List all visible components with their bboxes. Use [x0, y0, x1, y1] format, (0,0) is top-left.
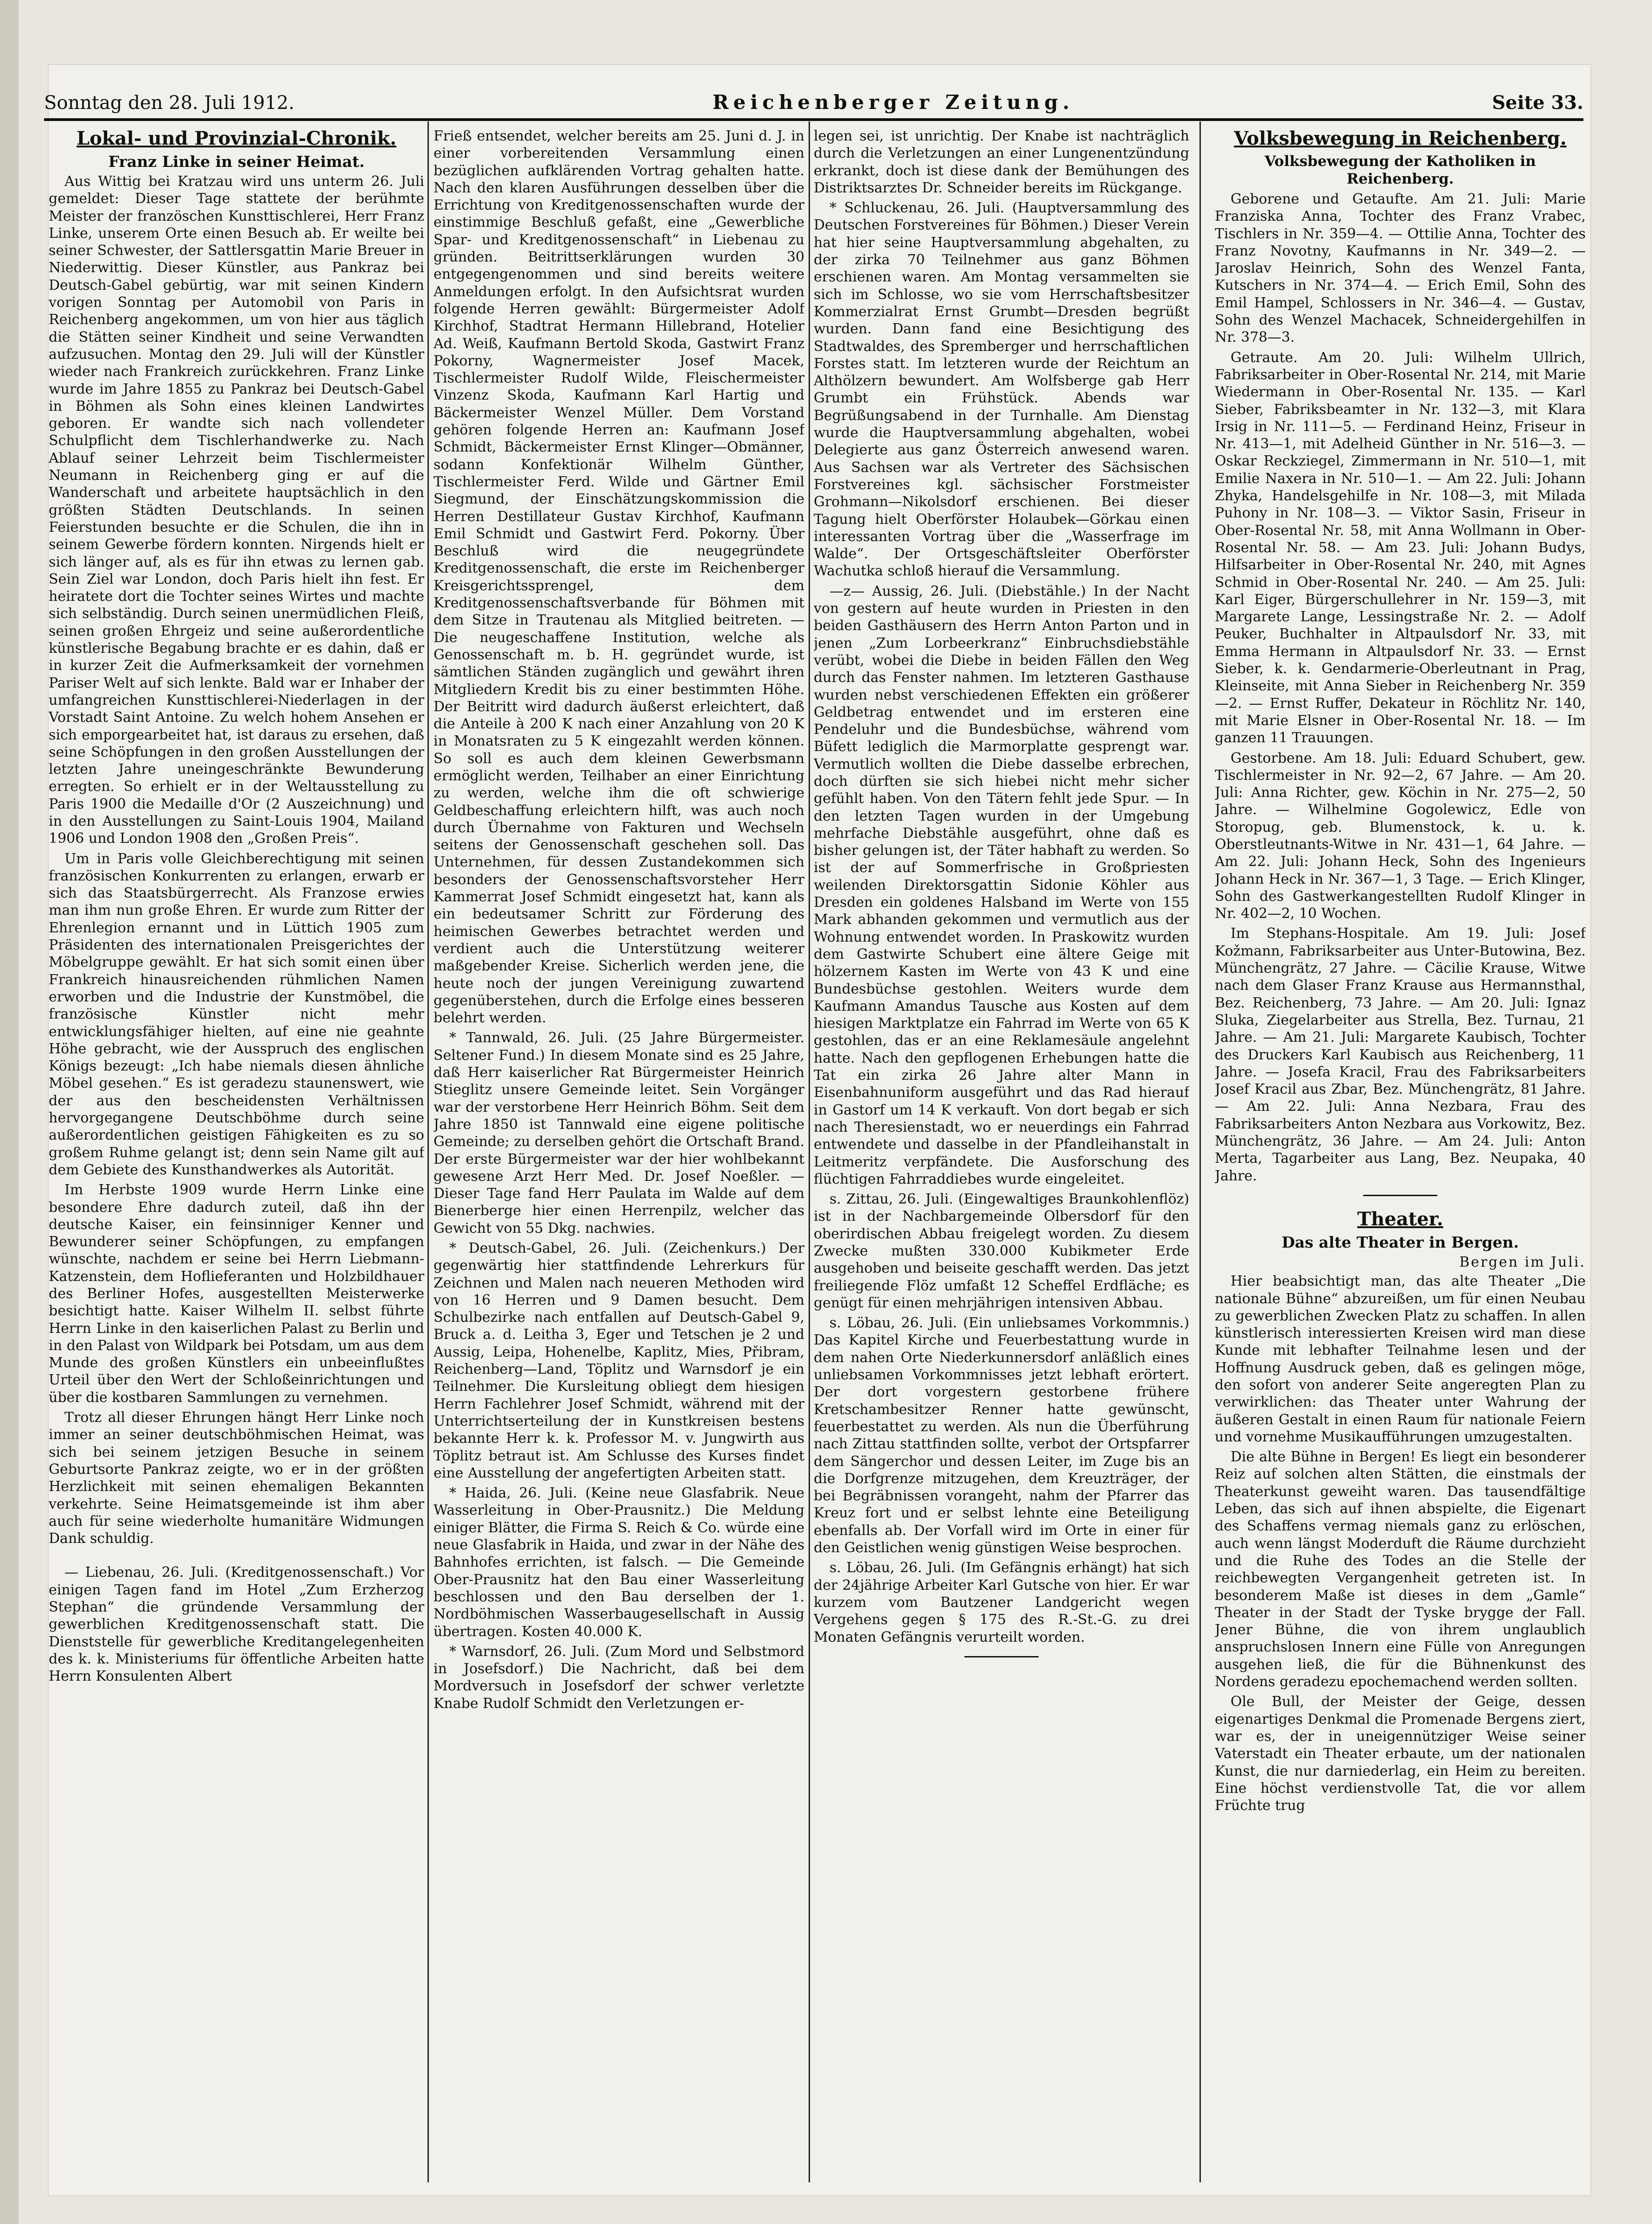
theater-paragraph: Hier beabsichtigt man, das alte Theater „Die nationale Bühne“ abzureißen, um für einen Neubau zu gewerblichen Zwecken Platz zu schaffen. In allen künstlerisch interessierten Kreisen wird man diese Kunde mit lebhafter Teilnahme lesen und der Hoffnung Ausdruck geben, daß es gelingen möge, den sofort von anderer Seite angeregten Plan zu verwirklichen: das Theater unter Wahrung der äußeren Gestalt in einen Raum für nationale Feiern und vornehme Musikaufführungen umzugestalten. — [1215, 1273, 1586, 1445]
article-paragraph: Aus Wittig bei Kratzau wird uns unterm 26. Juli gemeldet: Dieser Tage stattete der berühmte Meister der französchen Kunsttischlerei, Herr Franz Linke, unserem Orte einen Besuch ab. Er weilte bei seiner Schwester, der Sattlersgattin Marie Breuer in Niederwittig. Dieser Künstler, aus Pankraz bei Deutsch-Gabel gebürtig, war mit seinen Kindern vorigen Sonntag per Automobil von Paris in Reichenberg angekommen, um von hier aus täglich die Stätten seiner Kindheit und seine Verwandten aufzusuchen. Montag den 29. Juli will der Künstler wieder nach Frankreich zurückkehren. Franz Linke wurde im Jahre 1855 zu Pankraz bei Deutsch-Gabel in Böhmen als Sohn eines kleinen Landwirtes geboren. Er wandte sich nach vollendeter Schulpflicht dem Tischlerhandwerke zu. Nach Ablauf seiner Lehrzeit beim Tischlermeister Neumann in Reichenberg ging er auf die Wanderschaft und arbeitete hauptsächlich in den größten Städten Deutschlands. In seinen Feierstunden besuchte er die Schulen, die ihn in seinem Gewerbe fördern konnten. Nirgends hielt er sich länger auf, als es für ihn etwas zu lernen gab. Sein Ziel war London, doch Paris hielt ihn fest. Er heiratete dort die Tochter seines Wirtes und machte sich selbständig. Durch seinen unermüdlichen Fleiß, seinen großen Ehrgeiz und seine außerordentliche künstlerische Begabung brachte er es dahin, daß er in kurzer Zeit die Aufmerksamkeit der vornehmen Pariser Welt auf sich lenkte. Bald war er Inhaber der umfangreichen Kunsttischlerei-Niederlagen in der Vorstadt Saint Antoine. Zu welch hohem Ansehen er sich emporgearbeitet hat, ist daraus zu ersehen, daß seine Schöpfungen in den großen Ausstellungen der letzten Jahre uneingeschränkte Bewunderung erregten. So erhielt er in der Weltausstellung zu Paris 1900 die Medaille d'Or (2 Auszeichnung) und in den Ausstellungen zu Saint-Louis 1904, Mailand 1906 und London 1908 den „Großen Preis“. — [49, 173, 424, 847]
article-paragraph: — Liebenau, 26. Juli. (Kreditgenossenschaft.) Vor einigen Tagen fand im Hotel „Zum Erzherzog Stephan“ die gründende Versammlung der gewerblichen Kreditgenossenschaft statt. Die Dienststelle für gewerbliche Kreditangelegenheiten des k. k. Ministeriums für öffentliche Arbeiten hatte Herrn Konsulenten Albert — [49, 1564, 424, 1685]
article-paragraph: s. Löbau, 26. Juli. (Ein unliebsames Vorkommnis.) Das Kapitel Kirche und Feuerbestattung wurde in dem nahen Orte Niederkunnersdorf anläßlich eines unliebsamen Vorkommnisses jetzt lebhaft erörtert. Der dort vorgestern gestorbene frühere Kretschambesitzer Renner hatte gewünscht, feuerbestattet zu werden. Als nun die Überführung nach Zittau stattfinden sollte, verbot der Ortspfarrer dem Sängerchor und dessen Leiter, im Zuge bis an die Dorfgrenze mitzugehen, dem Kreuzträger, der bei Begräbnissen vorangeht, nahm der Pfarrer das Kreuz fort und er selbst lehnte eine Beteiligung ebenfalls ab. Der Vorfall wird im Orte in einer für den Geistlichen wenig günstigen Weise besprochen. — [814, 1315, 1189, 1556]
theater-dateline: Bergen im Juli. — [1459, 1254, 1586, 1270]
section-subtitle: Volksbewegung der Katholiken in Reichenberg. — [1264, 153, 1536, 187]
registry-paragraph: Geborene und Getaufte. Am 21. Juli: Marie Franziska Anna, Tochter des Franz Vrabec, Tischlers in Nr. 359—4. — Ottilie Anna, Tochter des Franz Novotny, Kaufmanns in Nr. 349—2. — Jaroslav Heinrich, Sohn des Wenzel Fanta, Kutschers in Nr. 374—4. — Erich Emil, Sohn des Emil Hampel, Schlossers in Nr. 346—4. — Gustav, Sohn des Wenzel Machacek, Schneidergehilfen in Nr. 378—3. — [1215, 191, 1586, 346]
theater-title: Theater. — [1357, 1208, 1443, 1230]
theater-paragraph: Ole Bull, der Meister der Geige, dessen eigenartiges Denkmal die Promenade Bergens ziert, war es, der in uneigennütziger Weise seiner Vaterstadt ein Theater erbaute, um der nationalen Kunst, die nur darniederlag, ein Heim zu bereiten. Eine höchst verdienstvolle Tat, die vor allem Früchte trug — [1215, 1694, 1586, 1814]
section-title: Lokal- und Provinzial-Chronik. — [77, 127, 396, 149]
article-paragraph: —z— Aussig, 26. Juli. (Diebstähle.) In der Nacht von gestern auf heute wurden in Priesten in den beiden Gasthäusern des Herrn Anton Parton und in jenen „Zum Lorbeerkranz“ Einbruchsdiebstähle verübt, wobei die Diebe in beiden Fällen den Weg durch das Fenster nahmen. Im letzteren Gasthause wurden nebst verschiedenen Effekten ein größerer Geldbetrag entwendet und im ersteren eine Pendeluhr und die Bundesbüchse, während vom Büfett lediglich die Marmorplatte gesprengt war. Vermutlich wollten die Diebe dasselbe erbrechen, doch dürften sie sich hiebei nicht mehr sicher gefühlt haben. Von den Tätern fehlt jede Spur. — In den letzten Tagen wurden in der Umgebung mehrfache Diebstähle ausgeführt, ohne daß es bisher gelungen ist, der Täter habhaft zu werden. So ist der auf Sommerfrische in Großpriesten weilenden Direktorsgattin Sidonie Köhler aus Dresden ein goldenes Halsband im Werte von 155 Mark abhanden gekommen und vermutlich aus der Wohnung entwendet worden. In Praskowitz wurden dem Gastwirte Schubert eine ältere Geige mit hölzernem Kasten im Werte von 43 K und eine Bundesbüchse gestohlen. Weiters wurde dem Kaufmann Amandus Tausche aus Kosten auf dem hiesigen Marktplatze ein Fahrrad im Werte von 65 K gestohlen, das er an eine Reklamesäule angelehnt hatte. Nach den gepflogenen Erhebungen hatte die Tat ein zirka 26 Jahre alter Mann in Eisenbahnuniform ausgeführt und das Rad hierauf in Gastorf um 14 K verkauft. Von dort begab er sich nach Theresienstadt, wo er neuerdings ein Fahrrad entwendete und dasselbe in der Pfandleihanstalt in Leitmeritz verpfändete. Die Ausforschung des flüchtigen Fahrraddiebes wurde eingeleitet. — [814, 583, 1189, 1187]
masthead-rule — [44, 118, 1583, 121]
article-paragraph: Um in Paris volle Gleichberechtigung mit seinen französischen Konkurrenten zu erlangen, erwarb er sich das Staatsbürgerrecht. Als Franzose erwies man ihm nun große Ehren. Er wurde zum Ritter der Ehrenlegion ernannt und in Lüttich 1905 zum Präsidenten des internationalen Preisgerichtes der Möbelgruppe gewählt. Er hat sich somit einen über Frankreich hinausreichenden rühmlichen Namen erworben und die Industrie der Kunstmöbel, die französische Künstler nicht mehr entwicklungsfähiger hielten, auf eine nie geahnte Höhe gebracht, wie der Ausspruch des englischen Königs bezeugt: „Ich habe niemals diesen ähnliche Möbel gesehen.“ Es ist geradezu staunenswert, wie der aus den bescheidensten Verhältnissen hervorgegangene Deutschböhme durch seine außerordentlichen geistigen Fähigkeiten es zu so großem Ruhme gelangt ist; denn sein Name gilt auf dem Gebiete des Kunsthandwerkes als Autorität. — [49, 850, 424, 1178]
article-paragraph: Frieß entsendet, welcher bereits am 25. Juni d. J. in einer vorbereitenden Versammlung einen bezüglichen aufklärenden Vortrag gehalten hatte. Nach den klaren Ausführungen desselben über die Errichtung von Kreditgenossenschaften wurde der einstimmige Beschluß gefaßt, eine „Gewerbliche Spar- und Kreditgenossenschaft“ in Liebenau zu gründen. Beitrittserklärungen wurden 30 entgegengenommen und sind bereits weitere Anmeldungen erfolgt. In den Aufsichtsrat wurden folgende Herren gewählt: Bürgermeister Adolf Kirchhof, Stadtrat Hermann Hillebrand, Hotelier Ad. Weiß, Kaufmann Bertold Skoda, Gastwirt Franz Pokorny, Wagnermeister Josef Macek, Tischlermeister Rudolf Wilde, Fleischermeister Vinzenz Skoda, Kaufmann Karl Hartig und Bäckermeister Wenzel Müller. Dem Vorstand gehören folgende Herren an: Kaufmann Josef Schmidt, Bäckermeister Ernst Klinger—Obmänner, sodann Konfektionär Wilhelm Günther, Tischlermeister Ferd. Wilde und Gärtner Emil Siegmund, der Einschätzungskommission die Herren Destillateur Gustav Kirchhof, Kaufmann Emil Schmidt und Gastwirt Ferd. Pokorny. Über Beschluß wird die neugegründete Kreditgenossenschaft, die erste im Reichenberger Kreisgerichtssprengel, dem Kreditgenossenschaftsverbande für Böhmen mit dem Sitze in Trautenau als Mitglied beitreten. — Die neugeschaffene Institution, welche als Genossenschaft m. b. H. gegründet wurde, ist sämtlichen Ständen zugänglich und gewährt ihren Mitgliedern Kredit bis zu einer bestimmten Höhe. Der Beitritt wird dadurch äußerst erleichtert, daß die Anteile à 200 K nach einer Anzahlung von 20 K in Monatsraten zu 5 K eingezahlt werden können. So soll es auch dem kleinen Gewerbsmann ermöglicht werden, Teilhaber an einer Einrichtung zu werden, welche ihm die oft schwierige Geldbeschaffung erleichtern hilft, was auch noch durch Übernahme von Fakturen und Wechseln seitens der Genossenschaft geschehen soll. Das Unternehmen, für dessen Zustandekommen sich besonders der Genossenschaftsvorsteher Herr Kammerrat Josef Schmidt eingesetzt hat, kann als ein bedeutsamer Schritt zur Förderung des heimischen Gewerbes betrachtet werden und verdient auch die Unterstützung weiterer maßgebender Kreise. Sicherlich werden jene, die heute noch der jungen Vereinigung zuwartend gegenüberstehen, durch die Erfolge eines besseren belehrt werden. — [434, 128, 804, 1026]
article-paragraph: Trotz all dieser Ehrungen hängt Herr Linke noch immer an seiner deutschböhmischen Heimat, was sich bei seinem jetzigen Besuche in seinem Geburtsorte Pankraz zeigte, wo er in der größten Herzlichkeit mit seinen ehemaligen Bekannten verkehrte. Seine Heimatsgemeinde ist ihm aber auch für seine wiederholte humanitäre Widmungen Dank schuldig. — [49, 1409, 424, 1547]
article-paragraph: * Deutsch-Gabel, 26. Juli. (Zeichenkurs.) Der gegenwärtig hier stattfindende Lehrerkurs für Zeichnen und Malen nach neueren Methoden wird von 16 Herren und 9 Damen besucht. Dem Schulbezirke nach entfallen auf Deutsch-Gabel 9, Bruck a. d. Leitha 3, Eger und Tetschen je 2 und Aussig, Leipa, Hohenelbe, Kaplitz, Mies, Přibram, Reichenberg—Land, Töplitz und Warnsdorf je ein Teilnehmer. Die Kursleitung obliegt dem hiesigen Herrn Fachlehrer Josef Schmidt, während mit der Unterrichtserteilung der in Kunstkreisen bestens bekannte Herr k. k. Professor M. v. Jungwirth aus Töplitz betraut ist. Am Schlusse des Kurses findet eine Ausstellung der angefertigten Arbeiten statt. — [434, 1240, 804, 1481]
column-1 — [49, 127, 424, 2181]
section-divider — [1363, 1195, 1437, 1196]
article-title: Franz Linke in seiner Heimat. — [108, 153, 365, 171]
column-2 — [434, 127, 804, 2181]
scan-margin — [0, 0, 19, 2224]
registry-paragraph: Im Stephans-Hospitale. Am 19. Juli: Josef Kožmann, Fabriksarbeiter aus Unter-Butowina, Bez. Münchengrätz, 27 Jahre. — Cäcilie Krause, Witwe nach dem Glaser Franz Krause aus Hermannsthal, Bez. Reichenberg, 73 Jahre. — Am 20. Juli: Ignaz Sluka, Ziegelarbeiter aus Strella, Bez. Turnau, 21 Jahre. — Am 21. Juli: Margarete Kaubisch, Tochter des Druckers Karl Kaubisch aus Reichenberg, 11 Jahre. — Josefa Kracil, Frau des Fabriksarbeiters Josef Kracil aus Zbar, Bez. Münchengrätz, 81 Jahre. — Am 22. Juli: Anna Nezbara, Frau des Fabriksarbeiters Anton Nezbara aus Vorkowitz, Bez. Münchengrätz, 36 Jahre. — Am 24. Juli: Anton Merta, Tagarbeiter aus Lang, Bez. Neupaka, 40 Jahre. — [1215, 925, 1586, 1184]
column-4 — [1215, 127, 1586, 2181]
masthead — [44, 81, 1583, 114]
article-paragraph: s. Zittau, 26. Juli. (Eingewaltiges Braunkohlenflöz) ist in der Nachbargemeinde Olbersdorf für den oberirdischen Abbau freigelegt worden. Zu diesem Zwecke mußten 330.000 Kubikmeter Erde ausgehoben und beiseite geschafft werden. Das jetzt freiliegende Flöz umfaßt 12 Scheffel Erdfläche; es genügt für einen mehrjährigen intensiven Abbau. — [814, 1191, 1189, 1311]
end-rule — [964, 1656, 1039, 1657]
article-paragraph: * Tannwald, 26. Juli. (25 Jahre Bürgermeister. Seltener Fund.) In diesem Monate sind es 25 Jahre, daß Herr kaiserlicher Rat Bürgermeister Heinrich Stieglitz unsere Gemeinde leitet. Sein Vorgänger war der verstorbene Herr Heinrich Böhm. Seit dem Jahre 1850 ist Tannwald eine eigene politische Gemeinde; zu derselben gehört die Ortschaft Brand. Der erste Bürgermeister war der hier wohlbekannt gewesene Arzt Herr Med. Dr. Josef Noeßler. — Dieser Tage fand Herr Paulata im Walde auf dem Bienerberge hier einen Herrenpilz, welcher das Gewicht von 55 Dkg. nachwies. — [434, 1030, 804, 1236]
column-rule — [427, 121, 429, 2182]
article-paragraph: Im Herbste 1909 wurde Herrn Linke eine besondere Ehre dadurch zuteil, daß ihn der deutsche Kaiser, ein feinsinniger Kenner und Bewunderer seiner Schöpfungen, zu empfangen wünschte, nachdem er seine bei Herrn Liebmann-Katzenstein, dem Hoflieferanten und Holzbildhauer des Berliner Hofes, ausgestellten Meisterwerke besichtigt hatte. Kaiser Wilhelm II. selbst führte Herrn Linke in den kaiserlichen Palast zu Berlin und in den Palast von Wildpark bei Potsdam, um aus dem Munde des großen Künstlers ein unbeeinflußtes Urteil über den Wert der Schloßeinrichtungen und über die kostbaren Sammlungen zu vernehmen. — [49, 1182, 424, 1406]
column-rule — [1199, 121, 1201, 2182]
column-rule — [809, 121, 810, 2182]
theater-subtitle: Das alte Theater in Bergen. — [1282, 1233, 1519, 1251]
registry-paragraph: Getraute. Am 20. Juli: Wilhelm Ullrich, Fabriksarbeiter in Ober-Rosental Nr. 214, mit Marie Wiedermann in Ober-Rosental Nr. 135. — Karl Sieber, Fabriksbeamter in Nr. 132—3, mit Klara Irsig in Nr. 111—5. — Ferdinand Heinz, Friseur in Nr. 413—1, mit Adelheid Günther in Nr. 516—3. — Oskar Reckziegel, Zimmermann in Nr. 510—1, mit Emilie Naxera in Nr. 510—1. — Am 22. Juli: Johann Zhyka, Handelsgehilfe in Nr. 108—3, mit Milada Puhony in Nr. 108—3. — Viktor Sasin, Friseur in Ober-Rosental Nr. 58, mit Anna Wollmann in Ober-Rosental Nr. 58. — Am 23. Juli: Johann Budys, Hilfsarbeiter in Ober-Rosental Nr. 240, mit Agnes Schmid in Ober-Rosental Nr. 240. — Am 25. Juli: Karl Eiger, Bürgerschullehrer in Nr. 159—3, mit Margarete Lange, Lessingstraße Nr. 2. — Adolf Peuker, Buchhalter in Altpaulsdorf Nr. 33, mit Emma Hermann in Altpaulsdorf Nr. 33. — Ernst Sieber, k. k. Gendarmerie-Oberleutnant in Prag, Kleinseite, mit Anna Sieber in Reichenberg Nr. 359—2. — Ernst Ruffer, Dekateur in Röchlitz Nr. 140, mit Marie Elsner in Ober-Rosental Nr. 18. — Im ganzen 11 Trauungen. — [1215, 349, 1586, 746]
newspaper-title: Reichenberger Zeitung. — [712, 91, 1074, 114]
section-title: Volksbewegung in Reichenberg. — [1234, 127, 1567, 149]
article-paragraph: s. Löbau, 26. Juli. (Im Gefängnis erhängt) hat sich der 24jährige Arbeiter Karl Gutsche von hier. Er war kurzem vom Bautzener Landgericht wegen Vergehens gegen § 175 des R.-St.-G. zu drei Monaten Gefängnis verurteilt worden. — [814, 1560, 1189, 1645]
theater-paragraph: Die alte Bühne in Bergen! Es liegt ein besonderer Reiz auf solchen alten Stätten, die einstmals der Theaterkunst geweiht waren. Das tausendfältige Leben, das sich auf ihnen abspielte, die Eigenart des Schaffens vermag niemals ganz zu erlöschen, auch wenn längst Moderduft die Räume durchzieht und die Ruhe des Todes an die Stelle der reichbewegten Vergangenheit getreten ist. In besonderem Maße ist dieses in dem „Gamle“ Theater in der Stadt der Tyske brygge der Fall. Jener Bühne, die von ihrem unglaublich anspruchslosen Innern eine Fülle von Anregungen ausgehen ließ, die für die Bühnenkunst des Nordens geradezu epochemachend werden sollten. — [1215, 1449, 1586, 1690]
column-3 — [814, 127, 1189, 2181]
article-paragraph: * Schluckenau, 26. Juli. (Hauptversammlung des Deutschen Forstvereines für Böhmen.) Dieser Verein hat hier seine Hauptversammlung abgehalten, zu der zirka 70 Teilnehmer aus ganz Böhmen erschienen waren. Am Montag versammelten sie sich im Schlosse, wo sie vom Herrschaftsbesitzer Kommerzialrat Ernst Grumbt—Dresden begrüßt wurden. Dann fand eine Besichtigung des Stadtwaldes, des Spremberger und herrschaftlichen Forstes statt. Im letzteren wurde der Reichtum an Althölzern bewundert. Am Wolfsberge gab Herr Grumbt ein Frühstück. Abends war Begrüßungsabend in der Turnhalle. Am Dienstag wurde die Hauptversammlung abgehalten, wobei Delegierte aus ganz Österreich anwesend waren. Aus Sachsen war als Vertreter des Sächsischen Forstvereines kgl. sächsischer Forstmeister Grohmann—Nikolsdorf erschienen. Bei dieser Tagung hielt Oberförster Holaubek—Görkau einen interessanten Vortrag über die „Wasserfrage im Walde“. Der Ortsgeschäftsleiter Oberförster Wachutka schloß hierauf die Versammlung. — [814, 200, 1189, 580]
article-paragraph: * Haida, 26. Juli. (Keine neue Glasfabrik. Neue Wasserleitung in Ober-Prausnitz.) Die Meldung einiger Blätter, die Firma S. Reich & Co. würde eine neue Glasfabrik in Haida, und zwar in der Nähe des Bahnhofes errichten, ist falsch. — Die Gemeinde Ober-Prausnitz hat den Bau einer Wasserleitung beschlossen und den Bau derselben der 1. Nordböhmischen Wasserbaugesellschaft in Aussig übertragen. Kosten 40.000 K. — [434, 1485, 804, 1640]
article-paragraph: * Warnsdorf, 26. Juli. (Zum Mord und Selbstmord in Josefsdorf.) Die Nachricht, daß bei dem Mordversuch in Josefsdorf der schwer verletzte Knabe Rudolf Schmidt den Verletzungen er- — [434, 1643, 804, 1712]
page-number: Seite 33. — [1492, 92, 1583, 114]
issue-date: Sonntag den 28. Juli 1912. — [44, 92, 294, 114]
registry-paragraph: Gestorbene. Am 18. Juli: Eduard Schubert, gew. Tischlermeister in Nr. 92—2, 67 Jahre. — Am 20. Juli: Anna Richter, gew. Köchin in Nr. 275—2, 50 Jahre. — Wilhelmine Gogolewicz, Edle von Storopug, geb. Blumenstock, k. u. k. Oberstleutnants-Witwe in Nr. 431—1, 64 Jahre. — Am 22. Juli: Johann Heck, Sohn des Ingenieurs Johann Heck in Nr. 367—1, 3 Tage. — Erich Klinger, Sohn des Gastwerkangestellten Rudolf Klinger in Nr. 402—2, 10 Wochen. — [1215, 750, 1586, 922]
article-paragraph: legen sei, ist unrichtig. Der Knabe ist nachträglich durch die Verletzungen an einer Lungenentzündung erkrankt, doch ist diese dank der Bemühungen des Distriktsarztes Dr. Schneider bereits im Rückgange. — [814, 128, 1189, 196]
